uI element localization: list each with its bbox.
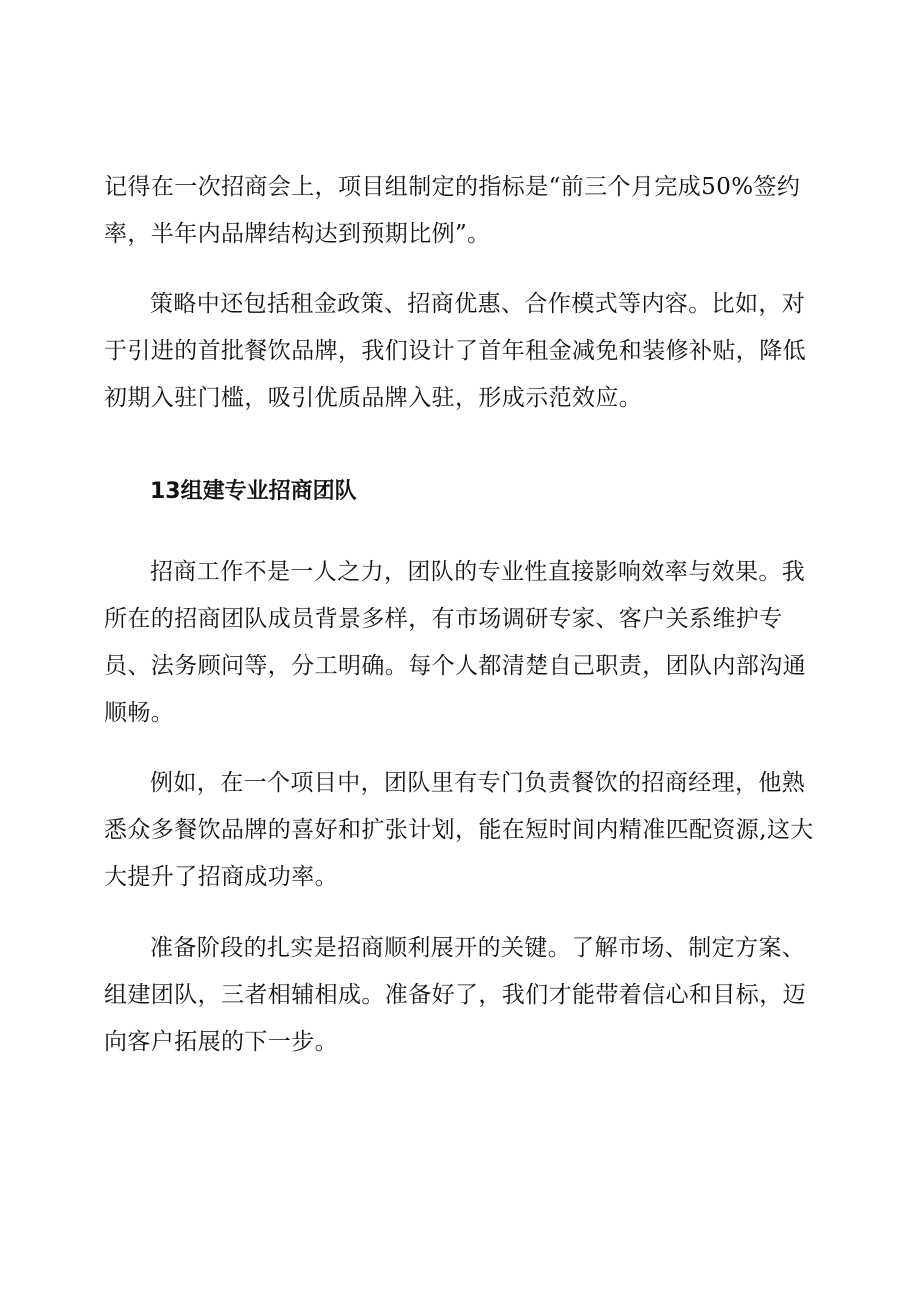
paragraph-line: 顺畅。 <box>104 700 175 726</box>
paragraph-line: 员、法务顾问等，分工明确。每个人都清楚自己职责，团队内部沟通 <box>104 653 806 679</box>
paragraph-example <box>104 760 816 901</box>
paragraph-strategy <box>104 281 816 422</box>
paragraph-line: 率，半年内品牌结构达到预期比例”。 <box>104 221 491 247</box>
paragraph-line: 所在的招商团队成员背景多样，有市场调研专家、客户关系维护专 <box>104 606 783 632</box>
paragraph-line: 招商工作不是一人之力，团队的专业性直接影响效率与效果。我 <box>150 559 806 585</box>
paragraph-line: 向客户拓展的下一步。 <box>104 1029 338 1055</box>
paragraph-line: 悉众多餐饮品牌的喜好和扩张计划，能在短时间内精准匹配资源,这大 <box>104 817 814 843</box>
paragraph-line: 大提升了招商成功率。 <box>104 864 338 890</box>
paragraph-line: 准备阶段的扎实是招商顺利展开的关键。了解市场、制定方案、 <box>150 935 806 961</box>
paragraph-line: 初期入驻门槛，吸引优质品牌入驻，形成示范效应。 <box>104 385 643 411</box>
paragraph-team <box>104 549 816 737</box>
paragraph-line: 记得在一次招商会上，项目组制定的指标是“前三个月完成50%签约 <box>104 174 801 200</box>
paragraph-summary <box>104 925 816 1066</box>
section-heading: 13组建专业招商团队 <box>150 479 357 504</box>
paragraph-line: 组建团队，三者相辅相成。准备好了，我们才能带着信心和目标，迈 <box>104 982 806 1008</box>
paragraph-line: 策略中还包括租金政策、招商优惠、合作模式等内容。比如，对 <box>150 291 806 317</box>
paragraph-line: 例如，在一个项目中，团队里有专门负责餐饮的招商经理，他熟 <box>150 770 806 796</box>
paragraph-targets <box>104 164 816 258</box>
paragraph-line: 于引进的首批餐饮品牌，我们设计了首年租金减免和装修补贴，降低 <box>104 338 806 364</box>
